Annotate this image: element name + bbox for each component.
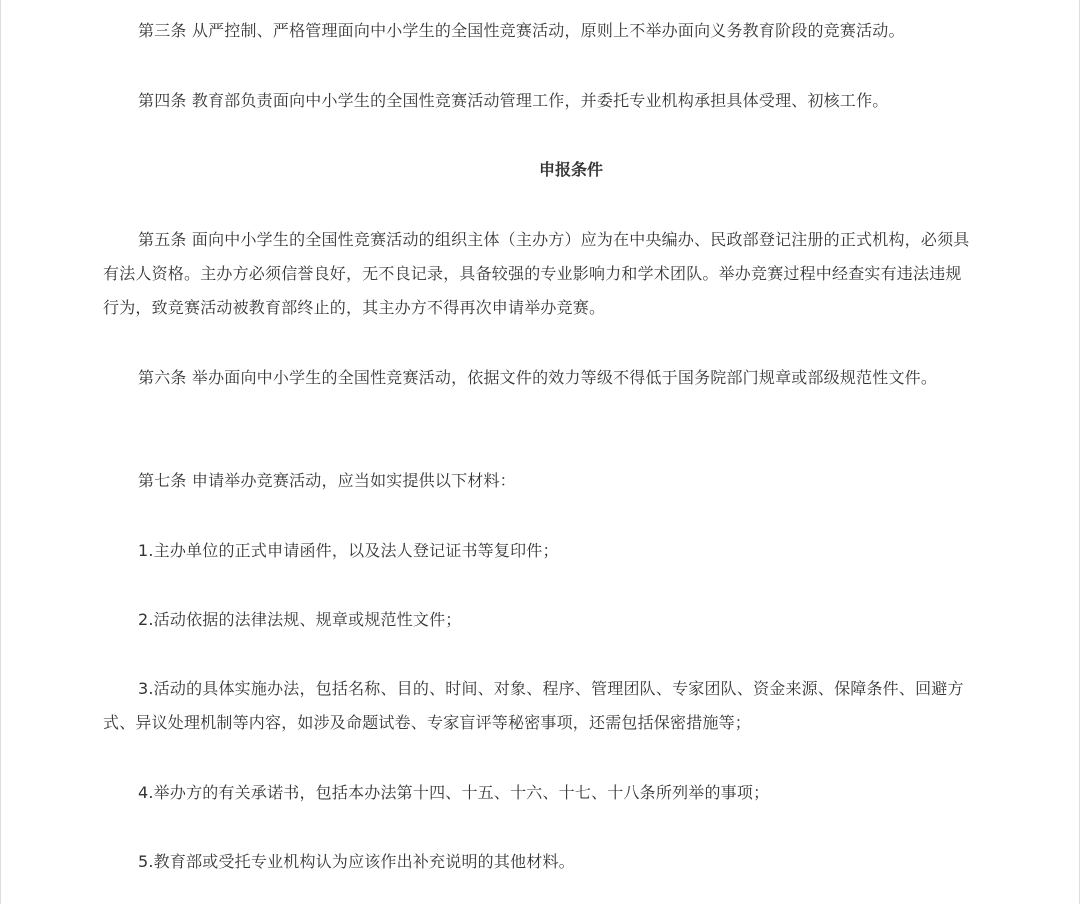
article-3-paragraph: 第三条 从严控制、严格管理面向中小学生的全国性竞赛活动，原则上不举办面向义务教育阶段的竞赛活动。 bbox=[138, 21, 905, 40]
article-5-paragraph: 第五条 面向中小学生的全国性竞赛活动的组织主体（主办方）应为在中央编办、民政部登记注册的正式机构，必须具有法人资格。主办方必须信誉良好，无不良记录，具备较强的专业影响力和学术团队。举办竞赛过程中经查实有违法违规行为，致竞赛活动被教育部终止的，其主办方不得再次申请举办竞赛。 bbox=[103, 230, 970, 317]
list-item-1: 1.主办单位的正式申请函件，以及法人登记证书等复印件； bbox=[138, 541, 559, 560]
list-item-5: 5.教育部或受托专业机构认为应该作出补充说明的其他材料。 bbox=[138, 852, 575, 871]
list-item-4: 4.举办方的有关承诺书，包括本办法第十四、十五、十六、十七、十八条所列举的事项； bbox=[138, 783, 770, 802]
section-heading-conditions: 申报条件 bbox=[538, 160, 603, 179]
article-7-paragraph: 第七条 申请举办竞赛活动，应当如实提供以下材料： bbox=[138, 471, 516, 490]
list-item-3: 3.活动的具体实施办法，包括名称、目的、时间、对象、程序、管理团队、专家团队、资金来源、保障条件、回避方式、异议处理机制等内容，如涉及命题试卷、专家盲评等秘密事项，还需包括保密措施等； bbox=[103, 679, 964, 732]
article-6-paragraph: 第六条 举办面向中小学生的全国性竞赛活动，依据文件的效力等级不得低于国务院部门规章或部级规范性文件。 bbox=[138, 368, 938, 387]
article-4-paragraph: 第四条 教育部负责面向中小学生的全国性竞赛活动管理工作，并委托专业机构承担具体受理、初核工作。 bbox=[138, 91, 889, 110]
list-item-2: 2.活动依据的法律法规、规章或规范性文件； bbox=[138, 610, 462, 629]
